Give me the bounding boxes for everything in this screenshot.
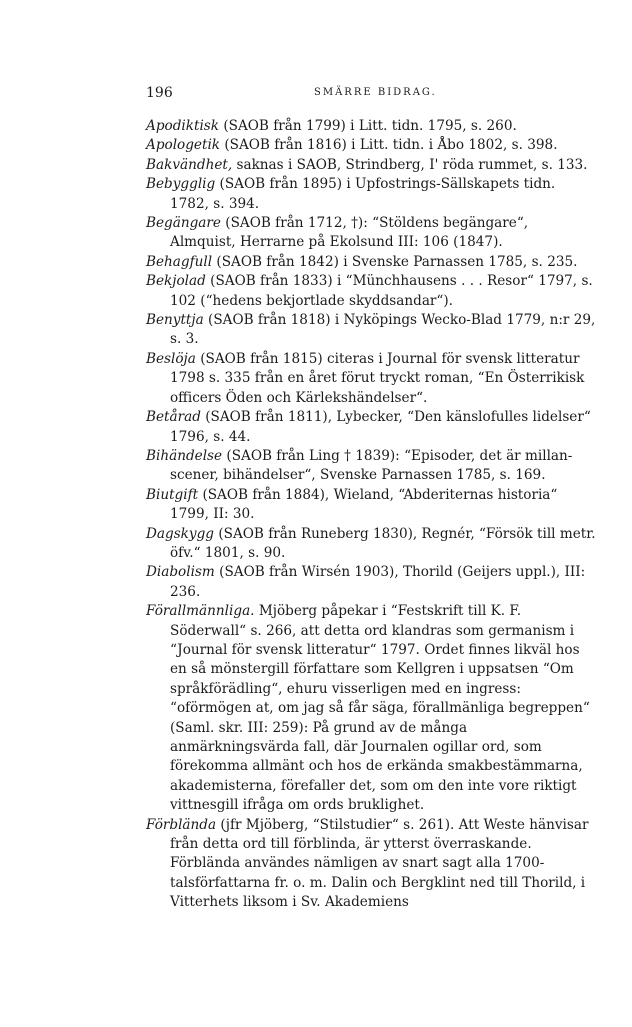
dictionary-entry xyxy=(146,602,598,815)
entry-text: (SAOB från 1895) i Upfostrings-Sällskapets tidn. 1782, s. 394. xyxy=(170,176,556,212)
entry-headword: Bekjolad xyxy=(146,273,206,290)
entry-headword: Biutgift xyxy=(146,486,199,503)
entry-headword: Begängare xyxy=(146,215,221,232)
entry-text: (SAOB från 1815) citeras i Journal för svensk litteratur 1798 s. 335 från en året förut tryckt roman, “En Österrikisk officers Öden och Kärlekshändelser“. xyxy=(170,350,585,406)
dictionary-entry xyxy=(146,117,598,136)
page-header xyxy=(146,85,598,105)
entry-headword: Bebygglig xyxy=(146,176,216,193)
entry-text: (SAOB från 1833) i “Münchhausens . . . Resor“ 1797, s. 102 (“hedens bekjortlade skyddsandar“). xyxy=(170,273,593,309)
entry-text: Mjöberg påpekar i “Festskrift till K. F. Söderwall“ s. 266, att detta ord klandras som germanism i “Journal för svensk litteratur“ 1797. Ordet finnes likväl hos en så mönstergill författare som Kellgren i uppsatsen “Om språkförädling“, ehuru visserligen med en ingress: “oförmögen at, om jag så får säga, förallmänliga begreppen“ (Saml. skr. III: 259): På grund av de många anmärkningsvärda fall, där Journalen ogillar ord, som förekomma allmänt och hos de erkända smakbestämmarna, akademisterna, förefaller det, som om den inte vore riktigt vittnesgill ifråga om ords bruklighet. xyxy=(170,603,590,814)
entry-text: (SAOB från 1811), Lybecker, “Den känslofulles lidelser“ 1796, s. 44. xyxy=(170,409,591,445)
entry-text: (SAOB från 1712, †): “Stöldens begängare“, Almquist, Herrarne på Ekolsund III: 106 (1847). xyxy=(170,215,529,251)
entry-headword: Betårad xyxy=(146,409,201,426)
entry-text: saknas i SAOB, Strindberg, I' röda rummet, s. 133. xyxy=(236,156,588,173)
dictionary-entry xyxy=(146,156,598,175)
entry-headword: Bakvändhet, xyxy=(146,156,233,173)
dictionary-entry xyxy=(146,311,598,350)
entry-text: (SAOB från Ling † 1839): “Episoder, det är millan-scener, bihändelser“, Svenske Parnassen 1785, s. 169. xyxy=(170,447,573,484)
entry-headword: Apologetik xyxy=(146,137,221,154)
dictionary-entry xyxy=(146,175,598,214)
entry-headword: Dagskygg xyxy=(146,525,215,542)
dictionary-entries xyxy=(146,117,598,913)
entry-headword: Diabolism xyxy=(146,564,215,581)
dictionary-entry xyxy=(146,447,598,486)
entry-text: (SAOB från 1842) i Svenske Parnassen 1785, s. 235. xyxy=(216,253,578,270)
entry-headword: Benyttja xyxy=(146,312,204,329)
page-number: 196 xyxy=(146,85,173,101)
entry-text: (SAOB från Runeberg 1830), Regnér, “Försök till metr. öfv.“ 1801, s. 90. xyxy=(170,525,596,561)
dictionary-entry xyxy=(146,253,598,272)
dictionary-entry xyxy=(146,408,598,447)
entry-text: (SAOB från 1816) i Litt. tidn. i Åbo 1802, s. 398. xyxy=(224,137,558,154)
dictionary-entry xyxy=(146,214,598,253)
entry-text: (SAOB från 1884), Wieland, “Abderiternas historia“ 1799, II: 30. xyxy=(170,486,558,523)
entry-headword: Bihändelse xyxy=(146,447,223,464)
entry-headword: Förblända xyxy=(146,816,217,833)
dictionary-entry xyxy=(146,486,598,525)
entry-text: (jfr Mjöberg, “Stilstudier“ s. 261). Att Weste hänvisar från detta ord till förblinda, är ytterst överraskande. Förblända användes nämligen av snart sagt alla 1700-talsförfattarna fr. o. m. Dalin och Bergklint ned till Thorild, i Vitterhets liksom i Sv. Akademiens xyxy=(170,816,589,911)
dictionary-entry xyxy=(146,136,598,155)
dictionary-entry xyxy=(146,525,598,564)
dictionary-entry xyxy=(146,816,598,913)
dictionary-entry xyxy=(146,350,598,408)
dictionary-entry xyxy=(146,272,598,311)
running-head: SMÄRRE BIDRAG. xyxy=(314,87,437,98)
entry-headword: Behagfull xyxy=(146,253,213,270)
entry-headword: Apodiktisk xyxy=(146,118,220,134)
dictionary-entry xyxy=(146,563,598,602)
entry-headword: Förallmännliga. xyxy=(146,603,255,620)
entry-text: (SAOB från 1818) i Nyköpings Wecko-Blad 1779, n:r 29, s. 3. xyxy=(170,312,596,348)
entry-text: (SAOB från 1799) i Litt. tidn. 1795, s. 260. xyxy=(223,118,517,134)
entry-headword: Beslöja xyxy=(146,350,196,367)
entry-text: (SAOB från Wirsén 1903), Thorild (Geijers uppl.), III: 236. xyxy=(170,564,586,600)
